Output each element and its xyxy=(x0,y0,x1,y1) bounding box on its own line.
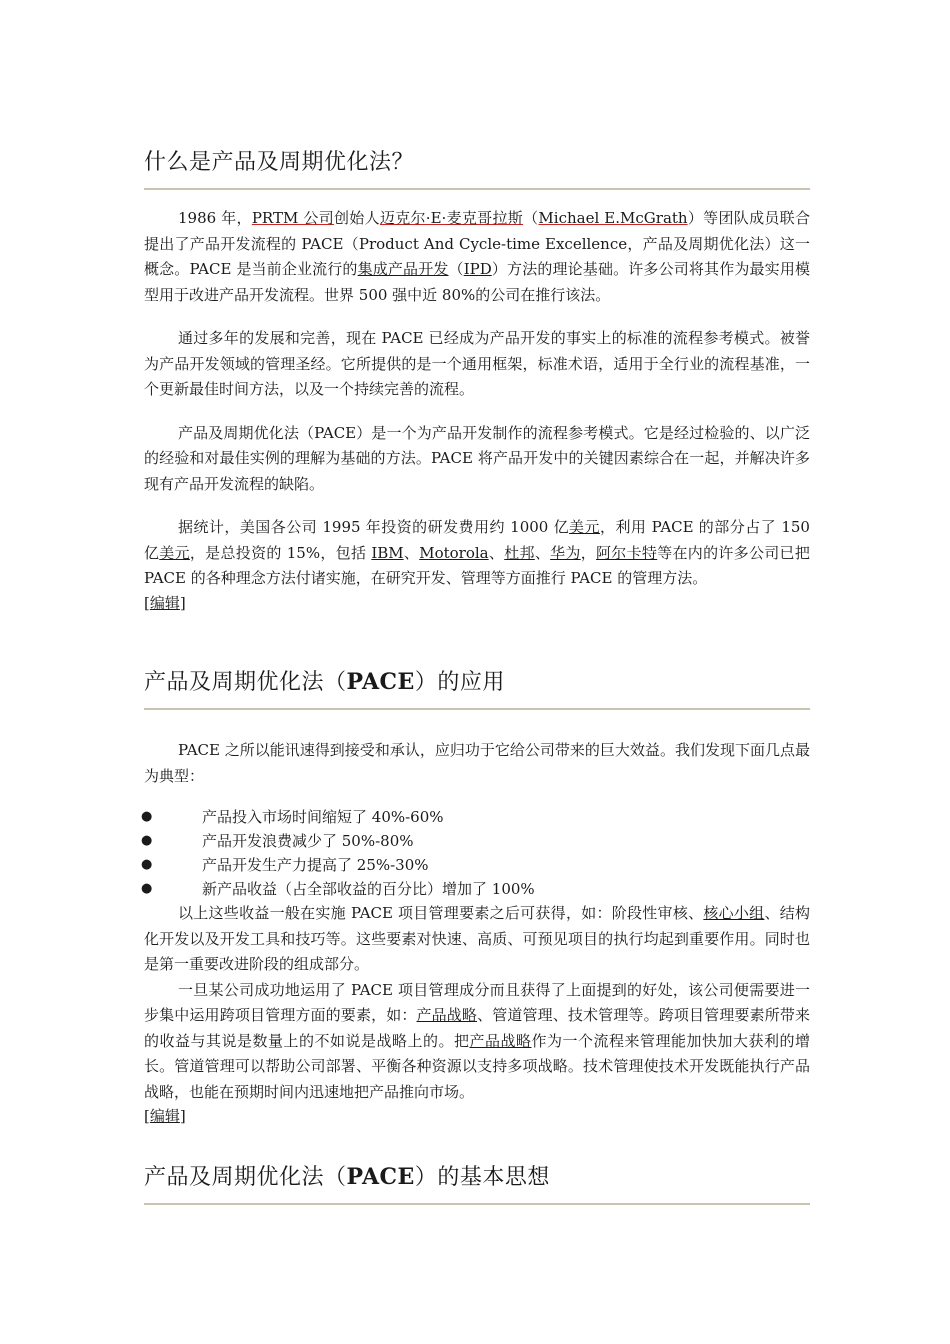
link-prtm[interactable]: PRTM 公司 xyxy=(251,209,334,227)
text: 据统计，美国各公司 1995 年投资的研发费用约 1000 亿 xyxy=(178,518,570,536)
link-usd[interactable]: 美元 xyxy=(569,518,600,536)
link-motorola[interactable]: Motorola xyxy=(419,543,489,562)
text: 以上这些收益一般在实施 PACE 项目管理要素之后可获得，如：阶段性审核、 xyxy=(178,904,704,922)
text: ）方法的理论基础。许多公司将其作为最实用模型用于改进产品开发流程。世界 500 强中近 80%的公司在推行该法。 xyxy=(144,260,810,304)
list-item xyxy=(141,829,810,853)
section-body xyxy=(141,738,810,1127)
section-heading xyxy=(144,1162,810,1205)
section-pace-application xyxy=(144,667,810,710)
link-ipd-cn[interactable]: 集成产品开发 xyxy=(357,260,449,278)
text: ， xyxy=(580,543,596,562)
link-mcgrath-en[interactable]: Michael E.McGrath xyxy=(538,209,688,227)
link-ibm[interactable]: IBM xyxy=(371,543,404,562)
bullet-icon: ● xyxy=(141,809,153,824)
list-item xyxy=(141,853,810,877)
section-heading xyxy=(144,667,810,710)
list-item xyxy=(141,877,810,901)
text: ，是总投资的 15%，包括 xyxy=(189,543,372,562)
list-item-text: 产品开发浪费减少了 50%-80% xyxy=(202,832,414,850)
bullet-icon: ● xyxy=(141,833,153,848)
text: 、 xyxy=(403,543,420,562)
bracket: [ xyxy=(144,593,150,612)
heading-text: 产品及周期优化法（ xyxy=(144,1165,347,1190)
list-item-text: 产品开发生产力提高了 25%-30% xyxy=(202,856,429,874)
edit-link[interactable]: 编辑 xyxy=(149,1107,180,1125)
paragraph: PACE 之所以能讯速得到接受和承认，应归功于它给公司带来的巨大效益。我们发现下面几点最为典型： xyxy=(144,741,810,785)
heading-text: ）的应用 xyxy=(414,670,505,695)
link-product-strategy[interactable]: 产品战略 xyxy=(469,1031,532,1050)
section-body xyxy=(144,206,810,614)
edit-link[interactable]: 编辑 xyxy=(149,593,180,612)
text: 创始人 xyxy=(334,209,380,227)
heading-bold: PACE xyxy=(346,669,415,695)
text: 等在内的许多公司已把 PACE 的各种理念方法付诸实施，在研究开发、管理等方面推行 PACE 的管理方法。 xyxy=(144,543,810,587)
bracket: [ xyxy=(144,1107,150,1125)
list-item-text: 产品投入市场时间缩短了 40%-60% xyxy=(202,808,444,826)
link-core-team[interactable]: 核心小组 xyxy=(703,904,765,922)
link-usd[interactable]: 美元 xyxy=(159,543,190,562)
text: ，利用 PACE 的部分占了 150 亿 xyxy=(144,518,810,562)
paragraph: 通过多年的发展和完善，现在 PACE 已经成为产品开发的事实上的标准的流程参考模式。被誉为产品开发领域的管理圣经。它所提供的是一个通用框架，标准术语，适用于全行业的流程基准，一个更新最佳时间方法，以及一个持续完善的流程。 xyxy=(144,329,810,398)
text: 一旦某公司成功地运用了 PACE 项目管理成分而且获得了上面提到的好处，该公司便需要进一步集中运用跨项目管理方面的要素，如： xyxy=(144,980,810,1024)
paragraph: 产品及周期优化法（PACE）是一个为产品开发制作的流程参考模式。它是经过检验的、以广泛的经验和对最佳实例的理解为基础的方法。PACE 将产品开发中的关键因素综合在一起，并解决许多现有产品开发流程的缺陷。 xyxy=(144,423,810,493)
paragraph xyxy=(144,901,810,978)
list-item xyxy=(141,805,810,829)
edit-link-wrapper xyxy=(144,592,810,614)
paragraph xyxy=(144,515,810,592)
link-ipd[interactable]: IPD xyxy=(463,260,492,278)
section-what-is-pace xyxy=(144,148,810,190)
edit-link-wrapper xyxy=(144,1105,810,1127)
bracket: ] xyxy=(179,593,186,612)
list-item-text: 新产品收益（占全部收益的百分比）增加了 100% xyxy=(202,880,535,898)
bullet-icon: ● xyxy=(141,881,153,896)
text: 、结构化开发以及开发工具和技巧等。这些要素对快速、高质、可预见项目的执行均起到重要作用。同时也是第一重要改进阶段的组成部分。 xyxy=(144,904,810,973)
link-product-strategy[interactable]: 产品战略 xyxy=(416,1006,478,1024)
paragraph xyxy=(144,206,810,308)
text: 作为一个流程来管理能加快加大获利的增长。管道管理可以帮助公司部署、平衡各种资源以支持多项战略。技术管理使技术开发既能执行产品战略，也能在预期时间内迅速地把产品推向市场。 xyxy=(144,1031,810,1101)
text: （ xyxy=(523,209,539,227)
link-mcgrath-cn[interactable]: 迈克尔·E·麦克哥拉斯 xyxy=(379,209,524,227)
link-dupont[interactable]: 杜邦 xyxy=(504,543,535,562)
section-pace-basic-idea xyxy=(144,1162,810,1205)
link-alcatel[interactable]: 阿尔卡特 xyxy=(596,543,658,562)
heading-text: ）的基本思想 xyxy=(414,1165,550,1190)
paragraph xyxy=(144,978,810,1106)
heading-bold: PACE xyxy=(346,1164,415,1190)
text: ）等团队成员联合提出了产品开发流程的 PACE（Product And Cycle-time Excellence，产品及周期优化法）这一概念。PACE 是当前企业流行的 xyxy=(144,209,810,278)
benefit-list xyxy=(141,805,810,901)
heading-text: 产品及周期优化法（ xyxy=(144,670,347,695)
text: 1986 年， xyxy=(178,209,252,227)
link-huawei[interactable]: 华为 xyxy=(550,543,581,562)
bullet-icon: ● xyxy=(141,857,153,872)
text: （ xyxy=(448,260,464,278)
text: 、 xyxy=(534,543,551,562)
section-heading: 什么是产品及周期优化法？ xyxy=(144,148,810,190)
text: 、管道管理、技术管理等。跨项目管理要素所带来的收益与其说是数量上的不如说是战略上的。把 xyxy=(144,1006,810,1050)
bracket: ] xyxy=(179,1107,186,1125)
text: 、 xyxy=(488,543,505,562)
